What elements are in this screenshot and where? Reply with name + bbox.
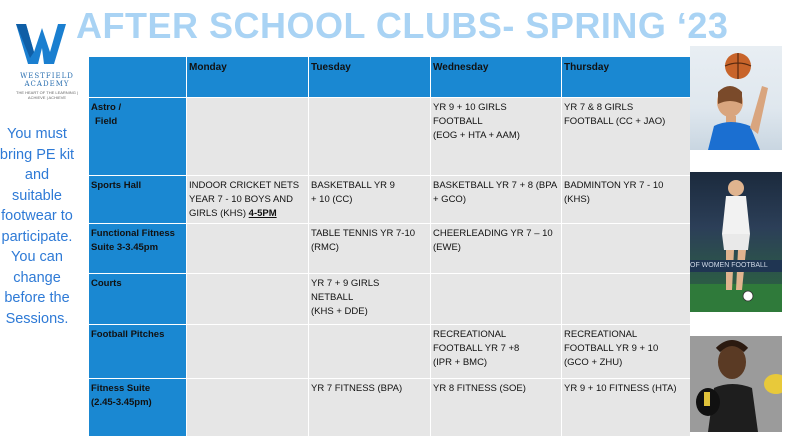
page-title: AFTER SCHOOL CLUBS- SPRING ‘23 [76, 5, 729, 46]
venue-line: Football Pitches [91, 329, 165, 340]
note-line: before the [4, 290, 70, 306]
cell-wednesday [431, 325, 562, 379]
day-header-thursday: Thursday [562, 57, 691, 98]
venue-line: Suite 3-3.45pm [91, 242, 159, 253]
activity-line: (IPR + BMC) [433, 357, 488, 368]
venue-line: Sports Hall [91, 180, 142, 191]
activity-line: + 10 (CC) [311, 194, 353, 205]
activity-line: CHEERLEADING YR 7 – 10 [433, 228, 553, 239]
activity-line: RECREATIONAL [564, 329, 638, 340]
activity-line: NETBALL [311, 292, 354, 303]
table-row [89, 98, 691, 176]
activity-line: BASKETBALL YR 7 + 8 (BPA [433, 180, 558, 191]
cell-thursday [562, 224, 691, 274]
table-row [89, 379, 691, 437]
day-header-monday: Monday [187, 57, 309, 98]
note-line: participate. [1, 228, 73, 245]
cell-tuesday [309, 325, 431, 379]
football-player-photo [690, 172, 782, 312]
activity-line: FOOTBALL (CC + JAO) [564, 116, 666, 127]
activity-text: GIRLS (KHS) [189, 208, 247, 219]
cell-monday [187, 176, 309, 224]
note-line: You can [11, 249, 63, 265]
cell-monday [187, 325, 309, 379]
activity-line: (RMC) [311, 242, 339, 253]
boxer-image [690, 336, 782, 432]
activity-line: + GCO) [433, 194, 466, 205]
cell-thursday [562, 274, 691, 325]
cell-tuesday [309, 224, 431, 274]
cell-thursday [562, 98, 691, 176]
football-banner-text: OF WOMEN FOOTBALL [690, 260, 782, 272]
activity-line: INDOOR CRICKET NETS [189, 180, 300, 191]
table-row [89, 176, 691, 224]
activity-line: (KHS + DDE) [311, 306, 368, 317]
venue-line: Fitness Suite [91, 383, 151, 394]
activity-time: 4-5PM [248, 208, 277, 219]
venue-functional-fitness [89, 224, 187, 274]
cell-thursday [562, 176, 691, 224]
activity-line: YR 7 + 9 GIRLS [311, 278, 380, 289]
venue-courts [89, 274, 187, 325]
logo-tagline: THE HEART OF THE LEARNING | ACHIEVE | ACHIEVE [16, 90, 78, 100]
day-header-tuesday: Tuesday [309, 57, 431, 98]
note-line: and [24, 167, 50, 183]
school-logo [12, 18, 78, 100]
football-player-image [690, 172, 782, 312]
activity-line: YR 8 FITNESS (SOE) [433, 383, 526, 394]
note-line: bring PE kit [0, 146, 75, 163]
boxing-photo [690, 336, 782, 432]
note-line: You must [7, 126, 67, 142]
venue-line: Astro / [91, 102, 122, 113]
corner-cell [89, 57, 187, 98]
activity-line: FOOTBALL [433, 116, 483, 127]
activity-line: FOOTBALL YR 9 + 10 [564, 343, 659, 354]
venue-line: Courts [91, 278, 122, 289]
activity-line: TABLE TENNIS YR 7-10 [311, 228, 416, 239]
activity-line: (GCO + ZHU) [564, 357, 623, 368]
pe-kit-note [0, 124, 82, 329]
cell-tuesday [309, 176, 431, 224]
cell-monday [187, 274, 309, 325]
table-row [89, 274, 691, 325]
clubs-timetable [88, 56, 691, 437]
activity-line: YR 9 + 10 GIRLS [433, 102, 507, 113]
timetable-header-row [89, 57, 691, 98]
basketball-player-photo [690, 46, 782, 150]
cell-thursday [562, 379, 691, 437]
venue-line: Functional Fitness [91, 228, 175, 239]
activity-line: YR 7 & 8 GIRLS [564, 102, 634, 113]
activity-line: YR 9 + 10 FITNESS (HTA) [564, 383, 677, 394]
cell-monday [187, 224, 309, 274]
activity-line [189, 207, 306, 221]
activity-line: (EWE) [433, 242, 461, 253]
table-row [89, 325, 691, 379]
note-line: change [13, 269, 61, 286]
activity-line: YEAR 7 - 10 BOYS AND [189, 194, 294, 205]
westfield-w-icon [12, 18, 72, 70]
cell-tuesday [309, 98, 431, 176]
cell-wednesday [431, 224, 562, 274]
venue-sports-hall [89, 176, 187, 224]
cell-wednesday [431, 274, 562, 325]
venue-astro-field [89, 98, 187, 176]
activity-line: (EOG + HTA + AAM) [433, 130, 520, 141]
cell-wednesday [431, 98, 562, 176]
note-line: suitable [12, 187, 62, 204]
venue-fitness-suite [89, 379, 187, 437]
basketball-player-image [690, 46, 782, 150]
cell-wednesday [431, 379, 562, 437]
activity-line: RECREATIONAL [433, 329, 507, 340]
note-line: Sessions. [5, 310, 69, 327]
venue-line: (2.45-3.45pm) [91, 397, 152, 408]
activity-line: YR 7 FITNESS (BPA) [311, 383, 403, 394]
activity-line: FOOTBALL YR 7 +8 [433, 343, 520, 354]
day-header-wednesday: Wednesday [431, 57, 562, 98]
activity-line: BASKETBALL YR 9 [311, 180, 395, 191]
cell-tuesday [309, 379, 431, 437]
activity-line: BADMINTON YR 7 - 10 [564, 180, 664, 191]
logo-name: WESTFIELD ACADEMY [20, 72, 74, 88]
venue-football-pitches [89, 325, 187, 379]
cell-thursday [562, 325, 691, 379]
cell-tuesday [309, 274, 431, 325]
table-row [89, 224, 691, 274]
cell-monday [187, 98, 309, 176]
venue-line: Field [95, 116, 118, 127]
cell-monday [187, 379, 309, 437]
note-line: footwear to [1, 208, 73, 224]
activity-line: (KHS) [564, 194, 590, 205]
cell-wednesday [431, 176, 562, 224]
